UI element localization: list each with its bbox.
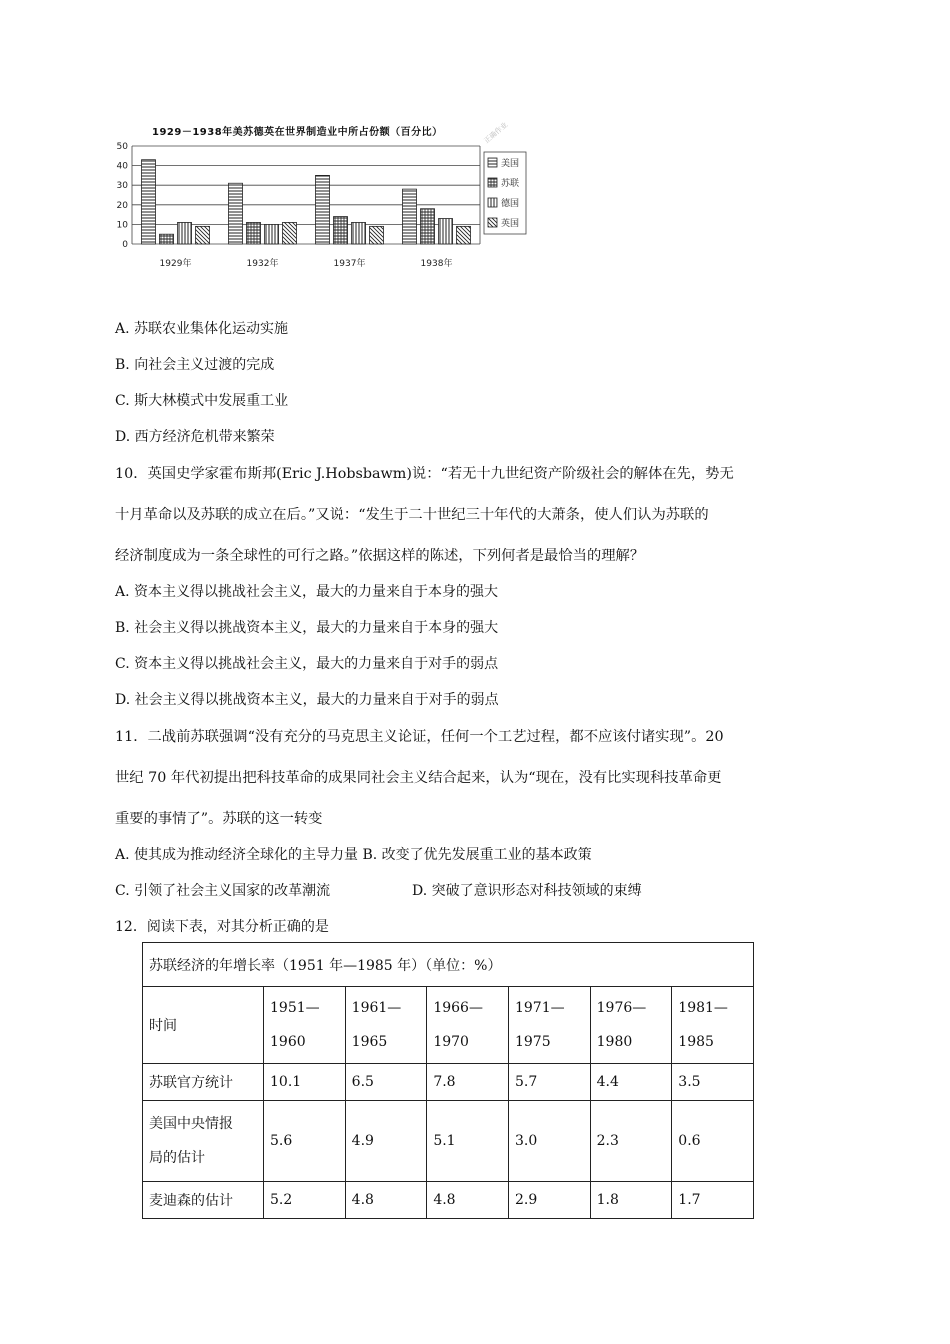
- q12-question: 12．阅读下表，对其分析正确的是: [115, 919, 329, 935]
- table-cell: 0.6: [672, 1101, 754, 1182]
- table-row: [143, 1064, 754, 1101]
- q10-stem-line3: 经济制度成为一条全球性的可行之路。”依据这样的陈述，下列何者是最恰当的理解？: [115, 548, 645, 564]
- bar: [178, 222, 192, 244]
- x-tick-label: 1938年: [420, 259, 453, 269]
- table-cell: 2.9: [508, 1182, 590, 1219]
- bar: [265, 224, 279, 244]
- bar: [160, 234, 174, 244]
- table-cell: 5.6: [264, 1101, 346, 1182]
- period-cell: 1976— 1980: [590, 987, 672, 1064]
- period-cell: 1971— 1975: [508, 987, 590, 1064]
- q10-option-a: A. 资本主义得以挑战社会主义，最大的力量来自于本身的强大: [115, 584, 499, 600]
- x-tick-label: 1932年: [246, 259, 279, 269]
- table-cell: 3.0: [508, 1101, 590, 1182]
- q11-stem-line2: 世纪 70 年代初提出把科技革命的成果同社会主义结合起来，认为“现在，没有比实现科技革命更: [115, 770, 722, 786]
- q10-stem-line2: 十月革命以及苏联的成立在后。”又说：“发生于二十世纪三十年代的大萧条，使人们认为苏联的: [115, 507, 709, 523]
- table-cell: 4.9: [345, 1101, 427, 1182]
- legend-swatch: [488, 158, 497, 167]
- row-label: 麦迪森的估计: [143, 1182, 264, 1219]
- q11-option-c: C. 引领了社会主义国家的改革潮流: [115, 883, 331, 899]
- table-row-time: [143, 987, 754, 1064]
- y-tick-label: 10: [116, 220, 128, 231]
- q11-stem-line1: 11．二战前苏联强调“没有充分的马克思主义论证，任何一个工艺过程，都不应该付诸实现”。20: [115, 729, 724, 745]
- legend-swatch: [488, 218, 497, 227]
- bar: [316, 175, 330, 244]
- bar: [421, 209, 435, 244]
- time-label: 时间: [143, 987, 264, 1064]
- table-row: [143, 1101, 754, 1182]
- q9-option-a: A. 苏联农业集体化运动实施: [115, 321, 289, 337]
- row-label: 苏联官方统计: [143, 1064, 264, 1101]
- legend-label: 美国: [501, 159, 520, 169]
- table-cell: 6.5: [345, 1064, 427, 1101]
- chart-title: 1929－1938年美苏德英在世界制造业中所占份额（百分比）: [152, 127, 443, 138]
- bar: [247, 222, 261, 244]
- period-cell: 1966— 1970: [427, 987, 509, 1064]
- q11-option-d: D. 突破了意识形态对科技领域的束缚: [412, 883, 642, 899]
- bar: [283, 222, 297, 244]
- y-tick-label: 50: [116, 142, 128, 152]
- table-cell: 1.8: [590, 1182, 672, 1219]
- bar: [352, 222, 366, 244]
- bar: [196, 226, 210, 244]
- q10-stem-line1: 10．英国史学家霍布斯邦(Eric J.Hobsbawm)说：“若无十九世纪资产阶级社会的解体在先，势无: [115, 466, 734, 482]
- period-cell: 1961— 1965: [345, 987, 427, 1064]
- period-cell: 1981— 1985: [672, 987, 754, 1064]
- table-cell: 3.5: [672, 1064, 754, 1101]
- legend-label: 德国: [501, 199, 520, 209]
- table-caption: 苏联经济的年增长率（1951 年—1985 年）（单位：%）: [143, 943, 754, 987]
- growth-rate-table: [142, 942, 754, 1219]
- legend-swatch: [488, 178, 497, 187]
- q10-option-d: D. 社会主义得以挑战资本主义，最大的力量来自于对手的弱点: [115, 692, 499, 708]
- table-cell: 5.1: [427, 1101, 509, 1182]
- q9-option-d: D. 西方经济危机带来繁荣: [115, 429, 275, 445]
- table-cell: 4.4: [590, 1064, 672, 1101]
- bar: [142, 160, 156, 244]
- y-tick-label: 30: [116, 181, 128, 192]
- y-tick-label: 20: [116, 200, 128, 211]
- legend-label: 英国: [501, 219, 520, 229]
- bar-chart-svg: [112, 118, 542, 278]
- bar: [457, 226, 471, 244]
- q11-stem-line3: 重要的事情了”。苏联的这一转变: [115, 811, 323, 827]
- bar: [334, 217, 348, 244]
- table-cell: 5.7: [508, 1064, 590, 1101]
- table-row: [143, 1182, 754, 1219]
- table-cell: 4.8: [345, 1182, 427, 1219]
- x-tick-label: 1937年: [333, 259, 366, 269]
- q10-option-b: B. 社会主义得以挑战资本主义，最大的力量来自于本身的强大: [115, 620, 499, 636]
- q10-option-c: C. 资本主义得以挑战社会主义，最大的力量来自于对手的弱点: [115, 656, 499, 672]
- bar: [229, 183, 243, 244]
- table-cell: 4.8: [427, 1182, 509, 1219]
- table-caption-row: [143, 943, 754, 987]
- y-tick-label: 40: [116, 161, 128, 172]
- table-cell: 2.3: [590, 1101, 672, 1182]
- legend-swatch: [488, 198, 497, 207]
- bar: [403, 189, 417, 244]
- table-cell: 5.2: [264, 1182, 346, 1219]
- q9-option-c: C. 斯大林模式中发展重工业: [115, 393, 289, 409]
- table-cell: 1.7: [672, 1182, 754, 1219]
- period-cell: 1951— 1960: [264, 987, 346, 1064]
- row-label: 美国中央情报 局的估计: [143, 1101, 264, 1182]
- x-tick-label: 1929年: [159, 259, 192, 269]
- manufacturing-share-chart: [112, 118, 542, 278]
- table-cell: 10.1: [264, 1064, 346, 1101]
- table-cell: 7.8: [427, 1064, 509, 1101]
- q11-options-ab: A. 使其成为推动经济全球化的主导力量 B. 改变了优先发展重工业的基本政策: [115, 847, 592, 863]
- q9-option-b: B. 向社会主义过渡的完成: [115, 357, 275, 373]
- chart-watermark: 正确作业: [482, 120, 510, 146]
- bar: [439, 219, 453, 244]
- legend-label: 苏联: [501, 179, 520, 189]
- bar: [370, 226, 384, 244]
- y-tick-label: 0: [122, 240, 128, 250]
